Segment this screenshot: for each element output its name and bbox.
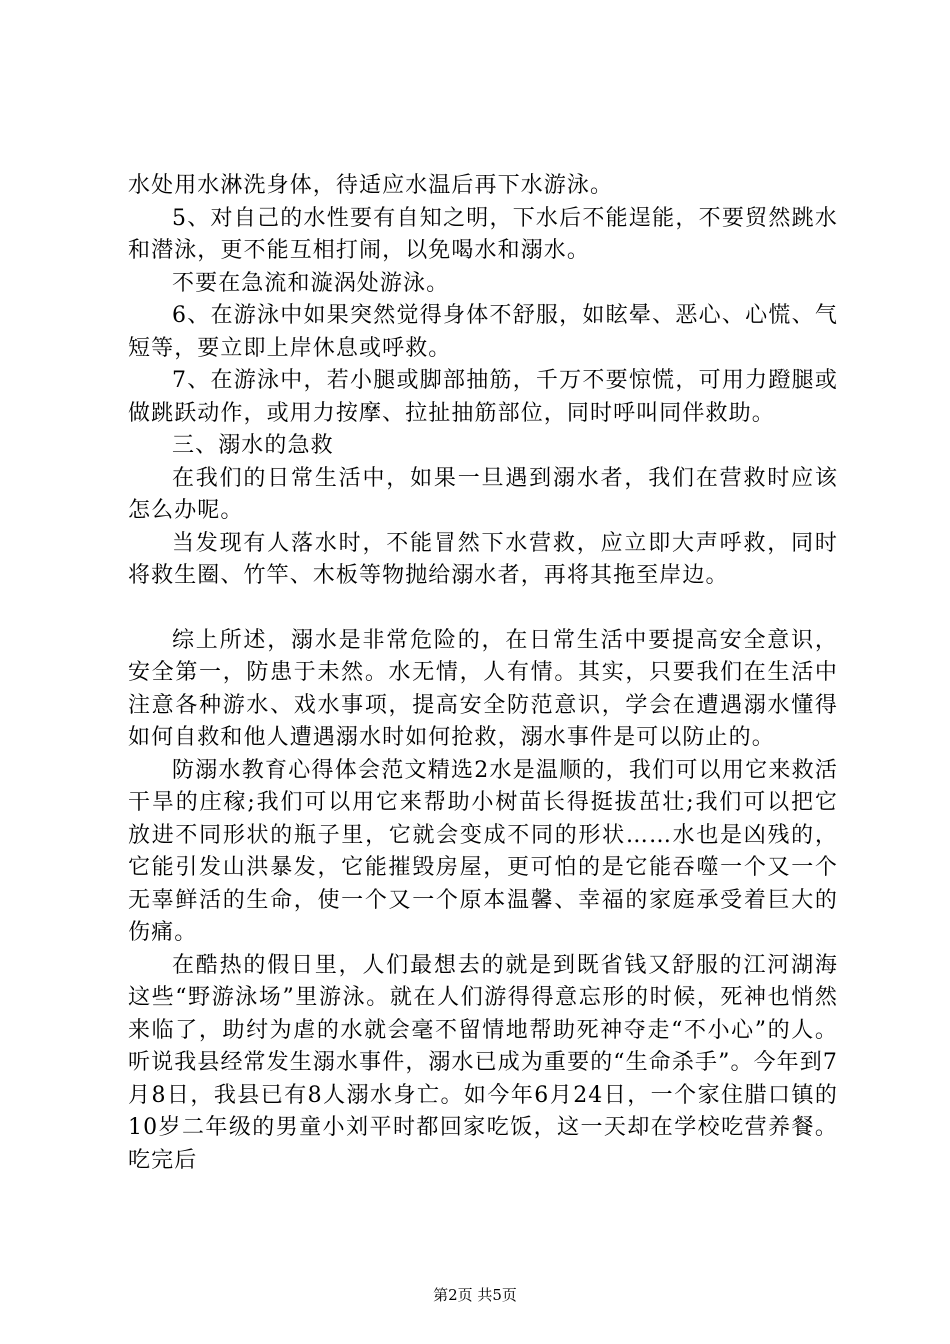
paragraph: 水处用水淋洗身体，待适应水温后再下水游泳。 xyxy=(128,173,614,198)
section-heading: 三、溺水的急救 xyxy=(172,433,334,458)
paragraph: 防溺水教育心得体会范文精选2水是温顺的，我们可以用它来救活干旱的庄稼;我们可以用它来帮助小树苗长得挺拔茁壮;我们可以把它放进不同形状的瓶子里，它就会变成不同的形状……水也是凶残的，它能引发山洪暴发，它能摧毁房屋，更可怕的是它能吞噬一个又一个无辜鲜活的生命，使一个又一个原本温馨、幸福的家庭承受着巨大的伤痛。 xyxy=(128,757,838,945)
paragraph: 6、在游泳中如果突然觉得身体不舒服，如眩晕、恶心、心慌、气短等，要立即上岸休息或呼救。 xyxy=(128,303,838,361)
paragraph: 在酷热的假日里，人们最想去的就是到既省钱又舒服的江河湖海这些“野游泳场”里游泳。就在人们游得得意忘形的时候，死神也悄然来临了，助纣为虐的水就会毫不留情地帮助死神夺走“不小心”的人。听说我县经常发生溺水事件，溺水已成为重要的“生命杀手”。今年到7月8日，我县已有8人溺水身亡。如今年6月24日，一个家住腊口镇的10岁二年级的男童小刘平时都回家吃饭，这一天却在学校吃营养餐。吃完后 xyxy=(128,952,838,1173)
paragraph-gap xyxy=(128,593,838,625)
paragraph: 综上所述，溺水是非常危险的，在日常生活中要提高安全意识，安全第一，防患于未然。水无情，人有情。其实，只要我们在生活中注意各种游水、戏水事项，提高安全防范意识，学会在遭遇溺水懂得如何自救和他人遭遇溺水时如何抢救，溺水事件是可以防止的。 xyxy=(128,627,838,750)
page-footer: 第2页 共5页 xyxy=(433,1286,517,1304)
paragraph: 在我们的日常生活中，如果一旦遇到溺水者，我们在营救时应该怎么办呢。 xyxy=(128,465,838,523)
paragraph: 当发现有人落水时，不能冒然下水营救，应立即大声呼救，同时将救生圈、竹竿、木板等物抛给溺水者，再将其拖至岸边。 xyxy=(128,530,838,588)
paragraph: 7、在游泳中，若小腿或脚部抽筋，千万不要惊慌，可用力蹬腿或做跳跃动作，或用力按摩、拉扯抽筋部位，同时呼叫同伴救助。 xyxy=(128,368,838,426)
paragraph: 5、对自己的水性要有自知之明，下水后不能逞能，不要贸然跳水和潜泳，更不能互相打闹，以免喝水和溺水。 xyxy=(128,205,838,263)
document-body xyxy=(128,170,838,1177)
paragraph: 不要在急流和漩涡处游泳。 xyxy=(172,270,450,296)
